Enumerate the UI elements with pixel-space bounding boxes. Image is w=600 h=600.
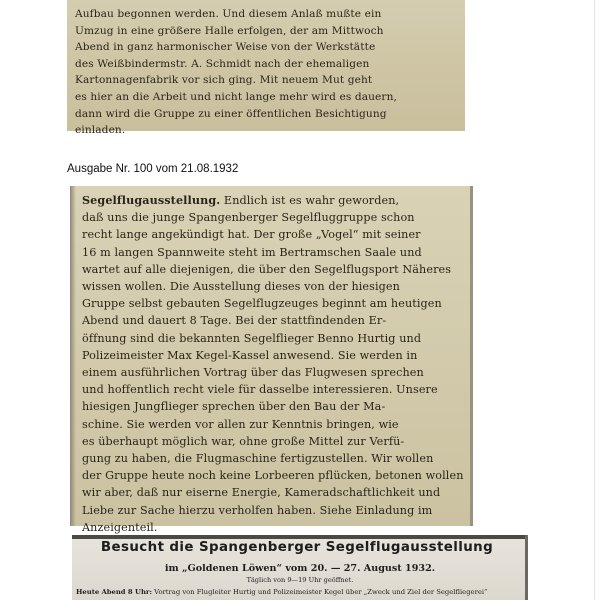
ad-lecture-text: Vortrag von Flugleiter Hurtig und Polizeimeister Kegel über „Zweck und Ziel der Segelfliegerei“ xyxy=(154,588,488,596)
clipping-top-line: Kartonnagenfabrik vor sich ging. Mit neuem Mut geht xyxy=(75,74,373,87)
advertisement-clipping xyxy=(72,535,528,600)
clipping-main-line: Liebe zur Sache hierzu verholfen haben. Siehe Einladung im xyxy=(82,503,433,517)
ad-headline: Besucht die Spangenberger Segelflugausstellung xyxy=(100,540,494,555)
clipping-main-line: daß uns die junge Spangenberger Segelfluggruppe schon xyxy=(82,211,415,225)
clipping-main-line: Polizeimeister Max Kegel-Kassel anwesend. Sie werden in xyxy=(82,348,418,362)
clipping-main-line: Gruppe selbst gebauten Segelflugzeuges beginnt am heutigen xyxy=(82,297,442,311)
clipping-main-line: der Gruppe heute noch keine Lorbeeren pflücken, betonen wollen xyxy=(82,469,464,483)
clipping-main-line: wissen wollen. Die Ausstellung dieses von der hiesigen xyxy=(82,280,400,294)
clipping-main-line: hiesigen Jungflieger sprechen über den Bau der Ma- xyxy=(82,400,386,414)
clipping-main-line: es überhaupt möglich war, ohne große Mittel zur Verfü- xyxy=(82,434,405,448)
clipping-main-line: recht lange angekündigt hat. Der große „Vogel“ mit seiner xyxy=(82,228,421,242)
clipping-main-line: Abend und dauert 8 Tage. Bei der stattfindenden Er- xyxy=(82,314,387,328)
clipping-top-line: Aufbau begonnen werden. Und diesem Anlaß mußte ein xyxy=(75,8,382,20)
ad-top-rule xyxy=(72,535,528,539)
clipping-main-first-line xyxy=(82,192,465,209)
newspaper-clipping-top xyxy=(67,0,465,137)
clipping-top-line: dann wird die Gruppe zu einer öffentlichen Besichtigung xyxy=(75,107,387,120)
clipping-main-line: Anzeigenteil. xyxy=(82,520,158,534)
issue-caption: Ausgabe Nr. 100 vom 21.08.1932 xyxy=(67,163,239,175)
article-lead: Segelflugausstellung. xyxy=(82,193,221,207)
clipping-main-line: gung zu haben, die Flugmaschine fertigzustellen. Wir wollen xyxy=(82,452,434,466)
clipping-main-line: 16 m langen Spannweite steht im Bertramschen Saale und xyxy=(82,245,422,259)
ad-opening-hours: Täglich von 9—19 Uhr geöffnet. xyxy=(246,576,354,584)
clipping-top-line: des Weißbindermstr. A. Schmidt nach der ehemaligen xyxy=(75,57,370,70)
ad-lecture-note xyxy=(76,588,524,596)
ad-lecture-time: Heute Abend 8 Uhr: xyxy=(76,588,152,596)
page-right-rule xyxy=(594,0,595,600)
clipping-main-line: wartet auf alle diejenigen, die über den Segelflugsport Näheres xyxy=(82,262,452,276)
clipping-top-line: Abend in ganz harmonischer Weise von der Werkstätte xyxy=(75,41,376,54)
clipping-top-line: Umzug in eine größere Halle erfolgen, der am Mittwoch xyxy=(75,24,384,37)
clipping-top-line: einladen. xyxy=(75,124,126,137)
clipping-main-line: und hoffentlich recht viele für dasselbe interessieren. Unsere xyxy=(82,383,438,397)
clipping-main-line: Endlich ist es wahr geworden, xyxy=(223,194,400,207)
clipping-main-line: öffnung sind die bekannten Segelflieger Benno Hurtig und xyxy=(82,331,422,345)
clipping-main-line: schine. Sie werden vor allen zur Kenntnis bringen, wie xyxy=(82,417,399,431)
ad-venue-dates: im „Goldenen Löwen“ vom 20. — 27. August 1932. xyxy=(164,563,436,574)
clipping-top-line: es hier an die Arbeit und nicht lange mehr wird es dauern, xyxy=(75,90,397,103)
clipping-main-line: wir aber, daß nur eiserne Energie, Kameradschaftlichkeit und xyxy=(82,486,441,500)
newspaper-clipping-main xyxy=(70,186,473,534)
clipping-main-line: einem ausführlichen Vortrag über das Flugwesen sprechen xyxy=(82,366,424,380)
